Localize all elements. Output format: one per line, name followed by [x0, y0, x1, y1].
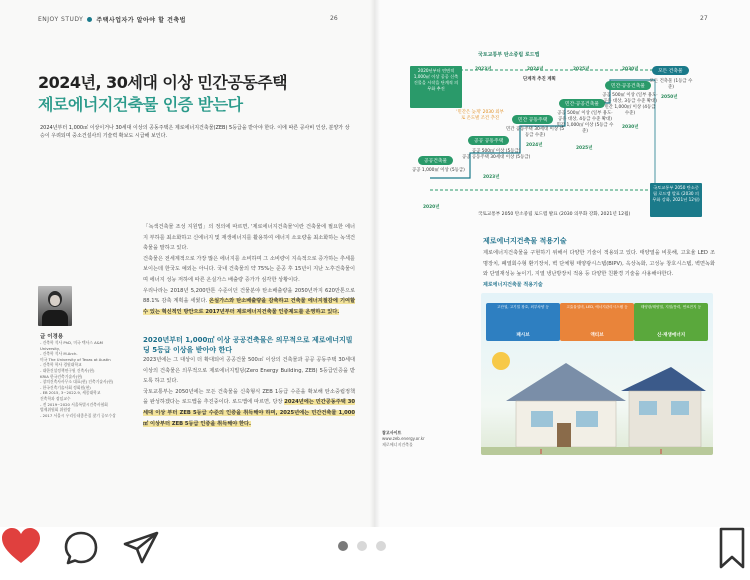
- bio-line: - 건축학 석사 M.Arch.: [40, 351, 78, 357]
- page-number-left: 26: [330, 15, 338, 22]
- stage-pill: 민간·공공건축물: [559, 99, 605, 108]
- roadmap-title: 국토교통부 탄소중립 로드맵: [478, 52, 540, 58]
- phase-label: 단계적 추진 계획: [523, 77, 556, 82]
- bio-line: 법제위원회 위원장: [40, 407, 71, 413]
- stage-detail: 공공 500㎡ 이상 (5등급) 공공 공동주택 30세대 이상 (5등급): [462, 149, 531, 160]
- author-photo: [38, 286, 72, 326]
- stage-detail: 민간 공동주택 30세대 이상 (5등급 수준): [505, 127, 565, 138]
- bio-line: - 창의건축사사무소 대표(현) 건축기술사(현): [40, 379, 114, 385]
- stage-year: 2024년: [526, 143, 543, 148]
- body-column-2: [483, 248, 715, 280]
- body-column-1b: [143, 355, 355, 429]
- year-label: 2024년: [527, 67, 544, 72]
- article-lead: 2024년부터 1,000㎡ 이상이거나 30세대 이상의 공동주택은 제로에너지건축물(ZEB) 5등급을 받아야 한다. 이에 따른 공사비 인상, 분양가 상승이 우려되며 중소건설사의 기술력 확보도 시급해 보인다.: [40, 125, 350, 139]
- paragraph: 제로에너지건축물을 구현하기 위해서 다양한 기술이 적용되고 있다. 태양열을 비롯해, 고효율 LED 조명장치, 폐열회수형 환기장치, 벽 단체형 태양광시스템(BIPV), 옥상녹화, 고성능 창호시스템, 벽면녹화와 단열재성능 높이기, 지열 냉난방장치 적용 등 다양한 친환경 기술을 사용해야한다.: [483, 250, 715, 278]
- bullet-icon: [87, 17, 92, 22]
- bio-line: - 2017 서울시 우리동네좋은집 찾기 공모수상: [40, 412, 116, 418]
- section-label: 주택사업자가 알아야 할 건축법: [96, 17, 186, 24]
- roadmap-caption: 국토교통부 2050 탄소중립 로드맵 발표 (2030 의무화 강화, 2021년 12월): [478, 212, 631, 217]
- year-label: 2023년: [475, 67, 492, 72]
- stage-detail: 공공 500㎡ 이상 (일부 용도·공유 대상, 3등급 수준 확대) 민간 1,000㎡ 이상 (4등급 수준): [602, 93, 658, 116]
- panel-renewable: 태양광/태양열, 지열/풍력, 연료전지 등 신·재생에너지: [634, 303, 708, 341]
- brand-label: ENJOY STUDY: [38, 16, 84, 23]
- highlight-text: 온실가스와 탄소배출량을 감축하고 건축물 에너지절감에 기여할 수 있는 혁신적인 방안으로 2017년부터 제로에너지건축물 인증제도를 운영하고 있다.: [143, 298, 355, 315]
- subheading-2: 제로에너지건축물 적용기술: [483, 237, 567, 245]
- paragraph: 2023년에는 그 대상이 더 확대되어 공공건물 500㎡ 이상의 건축물과 공공 공동주택 30세대이상의 건축물은 의무적으로 제로에너지빌딩(Zero Energy Building, ZEB) 5등급인증을 받도록 하고 있다.: [143, 357, 355, 385]
- post-action-bar: [0, 527, 750, 580]
- bio-line: - 건축학 학사 경원대학교: [40, 362, 82, 368]
- carousel-indicator: [338, 541, 386, 551]
- article-title-line2: 제로에너지건축물 인증 받는다: [38, 95, 243, 114]
- page-number-right: 27: [700, 15, 708, 22]
- bio-line: - 대한건설정책연구원 건축사(현): [40, 367, 95, 373]
- stage-detail: 공공 1,000㎡ 이상 (5등급): [412, 168, 465, 173]
- author-bio: [40, 340, 130, 418]
- stage-year: 2050년: [661, 95, 678, 100]
- reference-name: 제로에너지건축물: [382, 442, 413, 447]
- paragraph: 국토교통부는 2050년에는 모든 건축물을 신축형식 ZEB 1등급 수준을 확보해 탄소중립정책을 완성하겠다는 로드맵을 추진중이다. 로드맵에 따르면, 당장 2024년에는 민간공동주택 30세대 이상 부터 ZEB 5등급 수준의 인증을 취득해야 하며, 2025년에는 민간건축물 1,000㎡ 이상부터 ZEB 5등급 인증을 취득해야 한다.: [143, 388, 355, 427]
- bio-line: 미국 The University of Texas at Austin: [40, 356, 111, 362]
- stage-pill: 민간 공동주택: [512, 115, 553, 124]
- left-page: [0, 0, 375, 527]
- subheading-1: 2020년부터 1,000㎡ 이상 공공건축물은 의무적으로 제로에너지빌딩 5등급 이상을 받아야 한다: [143, 336, 353, 354]
- bio-line: - EB 2015, 3~2022.9, 세종대학교: [40, 390, 101, 396]
- panel-active: 고효율설비, LED, 에너지관리시스템 등 액티브: [560, 303, 634, 341]
- comment-icon[interactable]: [63, 530, 99, 566]
- bio-line: - 전 2019~2020 서울특별시건축사협회: [40, 401, 108, 407]
- heart-icon[interactable]: [0, 527, 42, 567]
- reference-note: [382, 430, 425, 448]
- year-label: 2025년: [573, 67, 590, 72]
- stage-pill: 민간·공공건축물: [605, 81, 651, 90]
- bio-line: 건축학과 겸임교수: [40, 395, 71, 401]
- orange-note: '민간은 늦게' 2030 외부로 온도별 조건 추진: [456, 110, 504, 121]
- stage-pill: 모든 건축물: [652, 66, 689, 75]
- start-year: 2020년: [423, 205, 440, 210]
- panel-passive: 고단열, 고기밀 창호, 외부차양 등 패시브: [486, 303, 560, 341]
- author-name: 글 이경용: [40, 334, 64, 340]
- stage-year: 2023년: [483, 175, 500, 180]
- roadmap-box-start: 2020년부터 연면적 1,000㎡ 이상 공공 신축 건물을 시작을 단계적 의무화 추진: [410, 66, 462, 108]
- stage-detail: 공공 500㎡ 이상 (일부 용도·공유 대상, 4등급 수준 확대) 민간 1,000㎡ 이상 (5등급 수준): [556, 111, 614, 134]
- house-illustration: [481, 341, 713, 455]
- illustration-title: 제로에너지건축물 적용기술: [483, 282, 543, 288]
- zeb-illustration: [481, 293, 713, 455]
- highlight-text: 2024년에는 민간공동주택 30세대 이상 부터 ZEB 5등급 수준의 인증을 취득해야 하며, 2025년에는 민간건축물 1,000㎡ 이상부터 ZEB 5등급 인증을 취득해야 한다.: [143, 399, 355, 427]
- bookmark-icon[interactable]: [717, 527, 747, 569]
- article-title-line1: 2024년, 30세대 이상 민간공동주택: [38, 73, 288, 92]
- roadmap-box-end: 국토교통부 2050 탄소중립 로드맵 발표 (2030 의무화 강화, 2021년 12월): [650, 183, 702, 217]
- running-header: [38, 15, 186, 24]
- bio-line: University,: [40, 345, 61, 351]
- carousel-dot-3[interactable]: [376, 541, 386, 551]
- carousel-dot-2[interactable]: [357, 541, 367, 551]
- reference-url[interactable]: www.zeb.energy.or.kr: [382, 436, 425, 441]
- reference-title: 참고사이트: [382, 430, 402, 435]
- share-icon[interactable]: [122, 530, 160, 566]
- stage-detail: 모든 건축물 (1등급 수준): [649, 79, 693, 90]
- paragraph: 건축물은 전세계적으로 가장 많은 에너지를 소비하며 그 소비량이 지속적으로 증가하는 추세를 보이는데 한국도 예외는 아니다. 국내 건축물의 약 75%는 준공 후 15년이 지난 노후건축물이며 에너지 성능 저하에 따른 온실가스 배출량 증가가 심각한 상황이다.: [143, 255, 355, 283]
- year-label: 2030년: [622, 67, 639, 72]
- stage-year: 2025년: [576, 146, 593, 151]
- bio-line: KRIA 한국건축기술사(현): [40, 373, 83, 379]
- carousel-dot-1[interactable]: [338, 541, 348, 551]
- body-column-1: [143, 222, 355, 317]
- paragraph: 우리나라는 2018년 5,200만톤 수준이던 건물분야 탄소배출량을 2050년까지 620만톤으로 88.1% 감축 계획을 세웠다. 온실가스와 탄소배출량을 감축하고 건축물 에너지절감에 기여할 수 있는 혁신적인 방안으로 2017년부터 제로에너지건축물 인증제도를 운영하고 있다.: [143, 287, 355, 315]
- bio-line: - 한국건축기술사회 정회원(현): [40, 384, 91, 390]
- stage-year: 2030년: [622, 125, 639, 130]
- paragraph: 「녹색건축물 조성 지원법」의 정의에 따르면, '제로에너지건축물'이란 건축물에 필요한 에너지 부하를 최소화하고 신에너지 및 재생에너지를 활용하여 에너지 소요량을 최소화하는 녹색건축물을 말하고 있다.: [143, 224, 355, 252]
- stage-pill: 공공건축물: [418, 156, 453, 165]
- stage-pill: 공공 공동주택: [468, 136, 509, 145]
- bio-line: - 건축학 석사 PhD, 미국 텍사스 A&M: [40, 340, 103, 345]
